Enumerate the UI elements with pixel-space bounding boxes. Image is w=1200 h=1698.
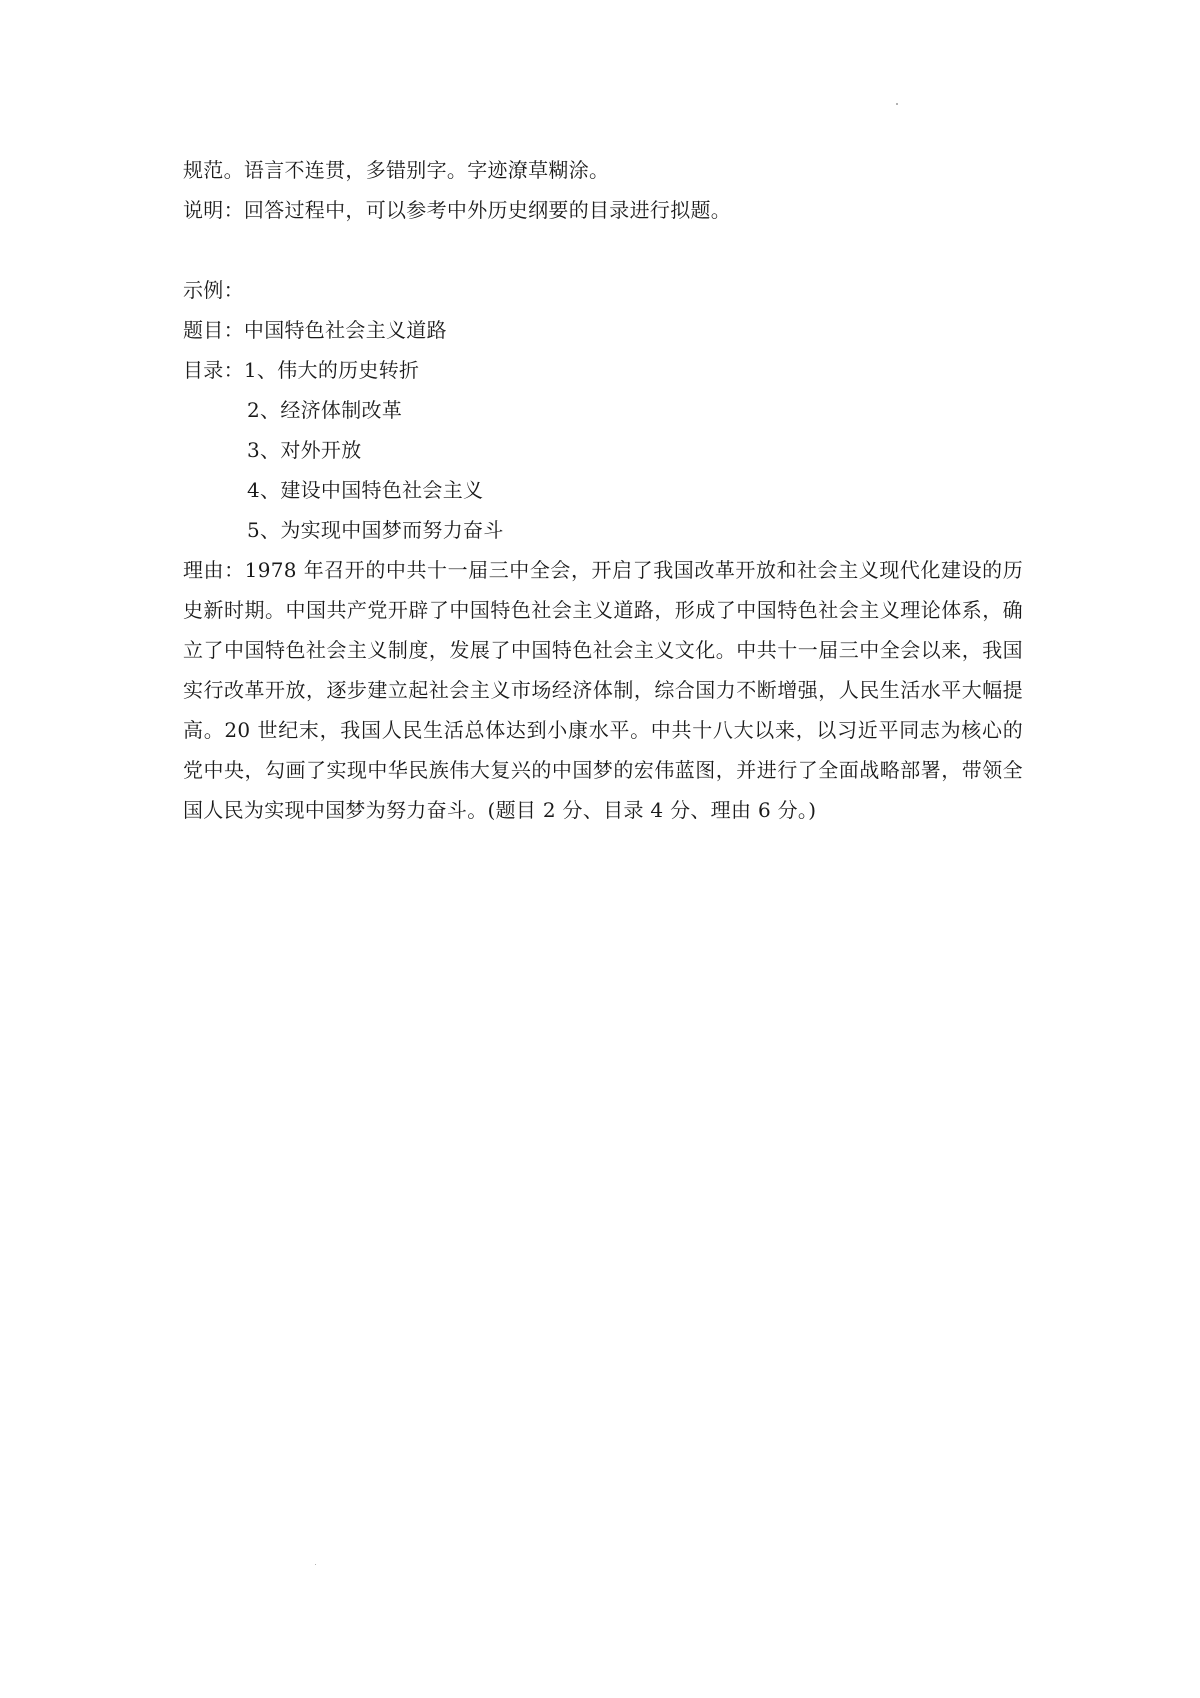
example-label: 示例： [183,278,244,302]
topic-line: 题目：中国特色社会主义道路 [183,318,447,342]
note-line: 说明：回答过程中，可以参考中外历史纲要的目录进行拟题。 [183,198,732,222]
criteria-line: 规范。语言不连贯，多错别字。字迹潦草糊涂。 [183,158,610,182]
toc-item: 5、为实现中国梦而努力奋斗 [247,518,504,542]
scan-speck [896,103,898,105]
toc-item: 1、伟大的历史转折 [243,358,420,382]
reason-paragraph: 理由：1978 年召开的中共十一届三中全会，开启了我国改革开放和社会主义现代化建设的历史新时期。中国共产党开辟了中国特色社会主义道路，形成了中国特色社会主义理论体系，确立了中国特色社会主义制度，发展了中国特色社会主义文化。中共十一届三中全会以来，我国实行改革开放，逐步建立起社会主义市场经济体制，综合国力不断增强，人民生活水平大幅提高。20 世纪末，我国人民生活总体达到小康水平。中共十八大以来，以习近平同志为核心的党中央，勾画了实现中华民族伟大复兴的中国梦的宏伟蓝图，并进行了全面战略部署，带领全国人民为实现中国梦为努力奋斗。(题目 2 分、目录 4 分、理由 6 分。) [183,558,1023,822]
toc-label: 目录： [183,358,244,382]
toc-item: 4、建设中国特色社会主义 [247,478,484,502]
toc-item: 2、经济体制改革 [247,398,403,422]
toc-first-line [183,350,1023,390]
document-body [183,150,1023,830]
scan-speck [315,1564,316,1565]
toc-item: 3、对外开放 [247,438,362,462]
blank-line [183,230,1023,270]
